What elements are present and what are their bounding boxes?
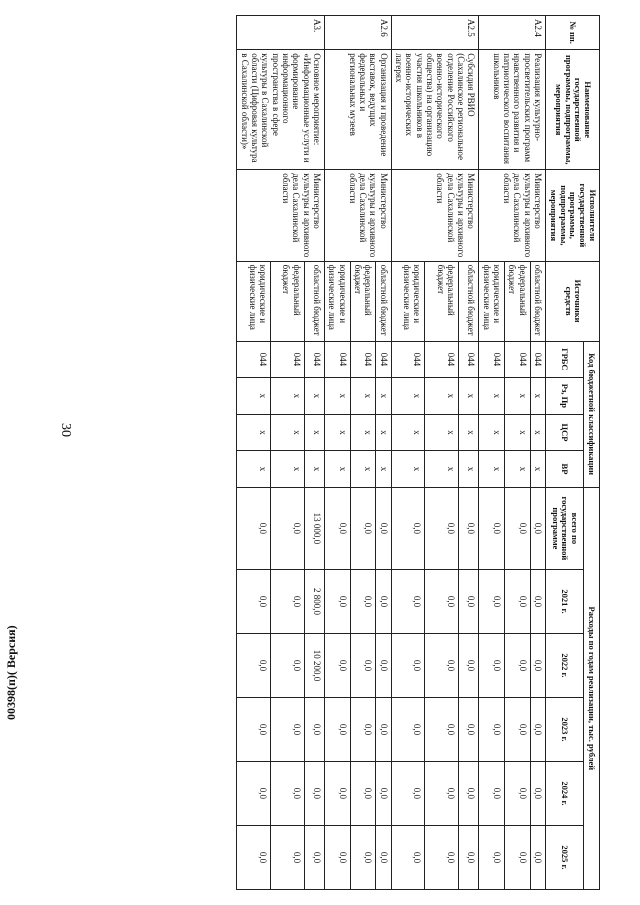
- year-value: 0,0: [479, 570, 505, 634]
- grbs-code: 044: [530, 341, 545, 378]
- grbs-code: 044: [304, 341, 324, 378]
- rzpr-code: x: [324, 378, 350, 415]
- year-value: 2 800,0: [304, 570, 324, 634]
- budget-table: [236, 15, 600, 890]
- funding-source: юридические и физические лица: [237, 261, 271, 341]
- year-value: 0,0: [237, 697, 271, 761]
- year-value: 0,0: [479, 633, 505, 697]
- vr-code: x: [479, 451, 505, 488]
- year-value: 0,0: [271, 697, 305, 761]
- executor: Министерство культуры и архивного дела Сахалинской области: [324, 170, 391, 261]
- year-value: 0,0: [350, 825, 376, 889]
- executor: Министерство культуры и архивного дела Сахалинской области: [391, 170, 479, 261]
- rzpr-code: x: [479, 378, 505, 415]
- grbs-code: 044: [391, 341, 425, 378]
- year-value: 0,0: [425, 697, 459, 761]
- year-value: 0,0: [324, 697, 350, 761]
- vr-code: x: [530, 451, 545, 488]
- year-value: 0,0: [350, 570, 376, 634]
- header-year: 2024 г.: [546, 761, 584, 825]
- header-vr: ВР: [546, 451, 584, 488]
- year-value: 0,0: [505, 825, 531, 889]
- csr-code: x: [237, 414, 271, 451]
- year-value: 0,0: [376, 697, 391, 761]
- measure-name: Субсидия РВИО (Сахалинское региональное отделение Российского военно-исторического общества) на организацию участия школьников в военно-исторических лагерях: [391, 50, 479, 170]
- year-value: 0,0: [459, 570, 479, 634]
- vr-code: x: [324, 451, 350, 488]
- header-csr: ЦСР: [546, 414, 584, 451]
- rotated-table-wrapper: [70, 15, 600, 890]
- year-value: 0,0: [304, 761, 324, 825]
- table-row: [376, 16, 391, 890]
- year-value: 0,0: [425, 761, 459, 825]
- rzpr-code: x: [376, 378, 391, 415]
- csr-code: x: [425, 414, 459, 451]
- year-value: 0,0: [425, 825, 459, 889]
- vr-code: x: [425, 451, 459, 488]
- total-value: 0,0: [505, 487, 531, 569]
- csr-code: x: [271, 414, 305, 451]
- total-value: 0,0: [391, 487, 425, 569]
- year-value: 0,0: [530, 570, 545, 634]
- row-num: А2.6: [324, 16, 391, 50]
- funding-source: юридические и физические лица: [324, 261, 350, 341]
- csr-code: x: [391, 414, 425, 451]
- rzpr-code: x: [425, 378, 459, 415]
- year-value: 0,0: [530, 633, 545, 697]
- executor: Министерство культуры и архивного дела Сахалинской области: [237, 170, 325, 261]
- rzpr-code: x: [530, 378, 545, 415]
- year-value: 0,0: [271, 825, 305, 889]
- year-value: 0,0: [530, 761, 545, 825]
- header-year: 2023 г.: [546, 697, 584, 761]
- year-value: 0,0: [391, 570, 425, 634]
- year-value: 0,0: [479, 697, 505, 761]
- total-value: 0,0: [324, 487, 350, 569]
- year-value: 0,0: [376, 761, 391, 825]
- csr-code: x: [505, 414, 531, 451]
- year-value: 0,0: [505, 761, 531, 825]
- year-value: 0,0: [271, 570, 305, 634]
- csr-code: x: [459, 414, 479, 451]
- csr-code: x: [324, 414, 350, 451]
- year-value: 0,0: [391, 825, 425, 889]
- year-value: 0,0: [459, 761, 479, 825]
- year-value: 0,0: [324, 825, 350, 889]
- year-value: 0,0: [324, 633, 350, 697]
- funding-source: федеральный бюджет: [425, 261, 459, 341]
- header-executor: Исполнители государственной программы, подпрограммы, мероприятия: [546, 170, 600, 261]
- csr-code: x: [350, 414, 376, 451]
- year-value: 10 200,0: [304, 633, 324, 697]
- row-num: А2.5: [391, 16, 479, 50]
- grbs-code: 044: [271, 341, 305, 378]
- rzpr-code: x: [391, 378, 425, 415]
- header-budget-class: Код бюджетной классификации: [583, 341, 599, 487]
- header-grbs: ГРБС: [546, 341, 584, 378]
- vr-code: x: [391, 451, 425, 488]
- year-value: 0,0: [271, 633, 305, 697]
- year-value: 0,0: [530, 825, 545, 889]
- vr-code: x: [271, 451, 305, 488]
- year-value: 0,0: [459, 633, 479, 697]
- total-value: 0,0: [271, 487, 305, 569]
- measure-name: Основное мероприятие: «Информационные услуги и формирование информационного пространства в сфере культуры в Сахалинской области (Цифровая культура в Сахалинской области)»: [237, 50, 325, 170]
- rzpr-code: x: [505, 378, 531, 415]
- table-row: [459, 16, 479, 890]
- header-rzpr: Рз, Пр: [546, 378, 584, 415]
- grbs-code: 044: [324, 341, 350, 378]
- rzpr-code: x: [271, 378, 305, 415]
- footer-version: 00398(п)( Версия): [4, 625, 18, 720]
- grbs-code: 044: [479, 341, 505, 378]
- rzpr-code: x: [237, 378, 271, 415]
- vr-code: x: [459, 451, 479, 488]
- csr-code: x: [304, 414, 324, 451]
- year-value: 0,0: [391, 761, 425, 825]
- year-value: 0,0: [505, 633, 531, 697]
- row-num: А2.4: [479, 16, 546, 50]
- header-source: Источники средств: [546, 261, 600, 341]
- header-num: № пп.: [546, 16, 600, 50]
- total-value: 0,0: [425, 487, 459, 569]
- table-row: [530, 16, 545, 890]
- year-value: 0,0: [530, 697, 545, 761]
- year-value: 0,0: [479, 825, 505, 889]
- grbs-code: 044: [350, 341, 376, 378]
- year-value: 0,0: [459, 825, 479, 889]
- vr-code: x: [505, 451, 531, 488]
- table-body: [237, 16, 546, 890]
- total-value: 0,0: [376, 487, 391, 569]
- header-year: 2021 г.: [546, 570, 584, 634]
- csr-code: x: [479, 414, 505, 451]
- total-value: 0,0: [459, 487, 479, 569]
- year-value: 0,0: [237, 825, 271, 889]
- header-total: всего по государственной программе: [546, 487, 584, 569]
- total-value: 0,0: [237, 487, 271, 569]
- grbs-code: 044: [505, 341, 531, 378]
- vr-code: x: [304, 451, 324, 488]
- grbs-code: 044: [459, 341, 479, 378]
- year-value: 0,0: [350, 697, 376, 761]
- page-number: 30: [58, 423, 73, 437]
- funding-source: областной бюджет: [459, 261, 479, 341]
- vr-code: x: [376, 451, 391, 488]
- table-header: [546, 16, 600, 890]
- year-value: 0,0: [376, 825, 391, 889]
- year-value: 0,0: [304, 825, 324, 889]
- header-expenses: Расходы по годам реализации, тыс. рублей: [583, 487, 599, 889]
- year-value: 0,0: [237, 761, 271, 825]
- grbs-code: 044: [425, 341, 459, 378]
- rzpr-code: x: [459, 378, 479, 415]
- funding-source: юридические и физические лица: [391, 261, 425, 341]
- year-value: 0,0: [350, 761, 376, 825]
- funding-source: областной бюджет: [304, 261, 324, 341]
- vr-code: x: [237, 451, 271, 488]
- total-value: 13 000,0: [304, 487, 324, 569]
- rzpr-code: x: [304, 378, 324, 415]
- year-value: 0,0: [376, 570, 391, 634]
- rzpr-code: x: [350, 378, 376, 415]
- year-value: 0,0: [391, 633, 425, 697]
- funding-source: федеральный бюджет: [350, 261, 376, 341]
- header-year: 2025 г.: [546, 825, 584, 889]
- funding-source: областной бюджет: [376, 261, 391, 341]
- year-value: 0,0: [505, 570, 531, 634]
- year-value: 0,0: [324, 570, 350, 634]
- funding-source: федеральный бюджет: [505, 261, 531, 341]
- funding-source: областной бюджет: [530, 261, 545, 341]
- header-year: 2022 г.: [546, 633, 584, 697]
- vr-code: x: [350, 451, 376, 488]
- csr-code: x: [376, 414, 391, 451]
- csr-code: x: [530, 414, 545, 451]
- year-value: 0,0: [391, 697, 425, 761]
- year-value: 0,0: [271, 761, 305, 825]
- row-num: А3.: [237, 16, 325, 50]
- grbs-code: 044: [237, 341, 271, 378]
- total-value: 0,0: [530, 487, 545, 569]
- year-value: 0,0: [324, 761, 350, 825]
- year-value: 0,0: [425, 570, 459, 634]
- year-value: 0,0: [479, 761, 505, 825]
- measure-name: Реализация культурно-просветительских программ нравственного развития и патриотического воспитания школьников: [479, 50, 546, 170]
- table-row: [304, 16, 324, 890]
- grbs-code: 044: [376, 341, 391, 378]
- year-value: 0,0: [304, 697, 324, 761]
- funding-source: юридические и физические лица: [479, 261, 505, 341]
- executor: Министерство культуры и архивного дела Сахалинской области: [479, 170, 546, 261]
- year-value: 0,0: [505, 697, 531, 761]
- measure-name: Организация и проведение выставок, ведущих федеральных и региональных музеев: [324, 50, 391, 170]
- year-value: 0,0: [350, 633, 376, 697]
- total-value: 0,0: [479, 487, 505, 569]
- year-value: 0,0: [459, 697, 479, 761]
- header-name: Наименование государственной программы, подпрограммы, мероприятия: [546, 50, 600, 170]
- year-value: 0,0: [237, 633, 271, 697]
- year-value: 0,0: [237, 570, 271, 634]
- year-value: 0,0: [425, 633, 459, 697]
- funding-source: федеральный бюджет: [271, 261, 305, 341]
- total-value: 0,0: [350, 487, 376, 569]
- year-value: 0,0: [376, 633, 391, 697]
